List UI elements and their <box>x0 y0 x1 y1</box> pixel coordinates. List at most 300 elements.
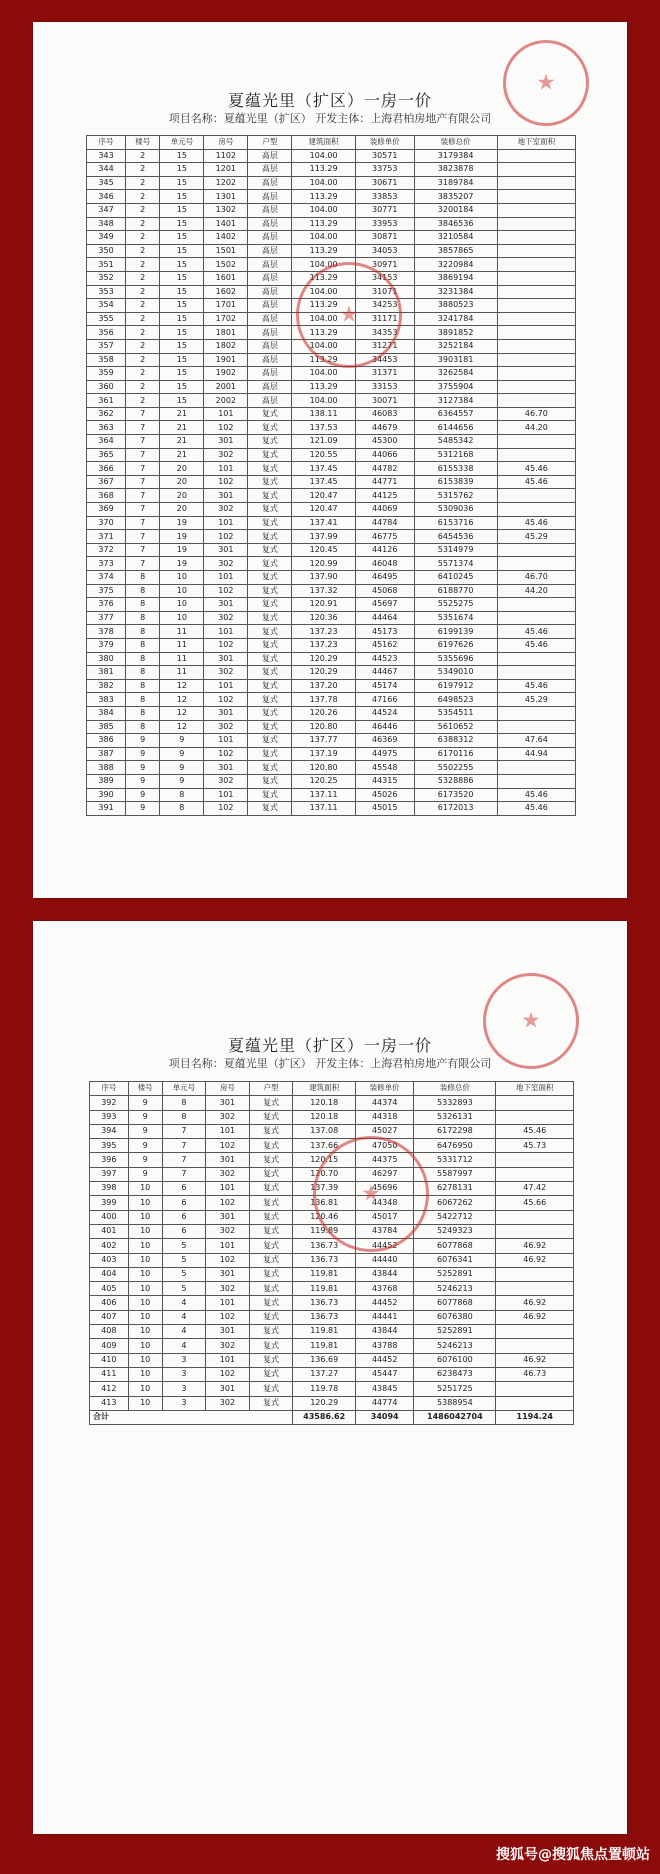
table-cell: 102 <box>204 421 248 435</box>
table-cell <box>497 652 575 666</box>
table-cell <box>497 448 575 462</box>
table-cell: 3 <box>162 1396 206 1410</box>
table-cell <box>496 1382 574 1396</box>
table-cell: 3 <box>162 1367 206 1381</box>
table-cell: 复式 <box>248 503 292 517</box>
table-cell: 2 <box>126 380 160 394</box>
table-cell: 45300 <box>355 435 414 449</box>
table-cell: 5 <box>162 1253 206 1267</box>
table-cell: 9 <box>160 734 204 748</box>
table-row <box>87 734 576 748</box>
table-cell: 44.20 <box>497 421 575 435</box>
table-row <box>87 503 576 517</box>
table-cell: 102 <box>204 747 248 761</box>
table-cell: 347 <box>87 203 126 217</box>
header-cell: 建筑面积 <box>292 136 356 150</box>
table-cell: 102 <box>204 584 248 598</box>
table-cell: 10 <box>128 1367 162 1381</box>
table-cell: 20 <box>160 489 204 503</box>
table-cell: 15 <box>160 285 204 299</box>
table-cell: 3857865 <box>414 244 497 258</box>
table-cell: 高层 <box>248 176 292 190</box>
table-cell: 5422712 <box>414 1210 496 1224</box>
table-cell: 301 <box>206 1153 250 1167</box>
table-cell: 9 <box>126 788 160 802</box>
table-cell: 5252891 <box>414 1325 496 1339</box>
table-cell: 377 <box>87 611 126 625</box>
table-cell: 45.46 <box>497 462 575 476</box>
table-cell: 137.66 <box>293 1139 356 1153</box>
table-cell: 10 <box>128 1282 162 1296</box>
table-cell: 34353 <box>355 326 414 340</box>
table-cell: 5331712 <box>414 1153 496 1167</box>
table-cell: 复式 <box>249 1353 293 1367</box>
table-cell: 复式 <box>249 1239 293 1253</box>
table-cell: 20 <box>160 462 204 476</box>
table-cell: 360 <box>87 380 126 394</box>
table-row <box>87 149 576 163</box>
table-cell: 1601 <box>204 271 248 285</box>
table-cell: 5251725 <box>414 1382 496 1396</box>
table-cell: 10 <box>128 1325 162 1339</box>
table-cell <box>496 1096 574 1110</box>
table-cell: 44679 <box>355 421 414 435</box>
watermark: 搜狐号@搜狐焦点置顿站 <box>496 1847 650 1863</box>
table-cell: 15 <box>160 380 204 394</box>
table-cell: 346 <box>87 190 126 204</box>
table-cell <box>497 503 575 517</box>
table-cell: 10 <box>160 571 204 585</box>
table-cell: 354 <box>87 299 126 313</box>
table-cell: 46.70 <box>497 407 575 421</box>
table-cell: 138.11 <box>292 407 356 421</box>
table-cell: 104.00 <box>292 176 356 190</box>
table-row <box>87 706 576 720</box>
table-cell: 5571374 <box>414 557 497 571</box>
table-cell: 7 <box>126 543 160 557</box>
table-cell: 8 <box>126 598 160 612</box>
table-cell: 375 <box>87 584 126 598</box>
table-cell: 6238473 <box>414 1367 496 1381</box>
table-cell: 7 <box>162 1124 206 1138</box>
table-row <box>90 1396 574 1410</box>
table-cell: 302 <box>204 557 248 571</box>
table-cell: 136.81 <box>293 1196 356 1210</box>
table-cell: 101 <box>204 407 248 421</box>
table-row <box>90 1224 574 1238</box>
table-cell: 302 <box>206 1396 250 1410</box>
table-cell: 复式 <box>248 706 292 720</box>
table-cell: 43788 <box>356 1339 414 1353</box>
page-subtitle: 项目名称：夏蕴光里（扩区） 开发主体：上海君柏房地产有限公司 <box>168 112 492 125</box>
price-table <box>86 135 576 816</box>
table-cell: 101 <box>204 788 248 802</box>
table-cell: 6364557 <box>414 407 497 421</box>
table-cell: 15 <box>160 203 204 217</box>
table-cell: 8 <box>126 652 160 666</box>
table-cell: 10 <box>128 1253 162 1267</box>
table-cell: 9 <box>126 734 160 748</box>
table-cell: 3835207 <box>414 190 497 204</box>
table-cell: 356 <box>87 326 126 340</box>
table-row <box>90 1267 574 1281</box>
table-header-row <box>90 1082 574 1096</box>
table-cell: 6172013 <box>414 802 497 816</box>
table-cell: 复式 <box>248 448 292 462</box>
table-cell: 6 <box>162 1182 206 1196</box>
table-cell: 复式 <box>248 734 292 748</box>
table-cell: 5388954 <box>414 1396 496 1410</box>
table-row <box>90 1110 574 1124</box>
table-cell: 137.08 <box>293 1124 356 1138</box>
table-cell: 46297 <box>356 1167 414 1181</box>
table-cell: 复式 <box>249 1096 293 1110</box>
table-cell <box>496 1210 574 1224</box>
table-cell: 5354511 <box>414 706 497 720</box>
table-cell: 1501 <box>204 244 248 258</box>
table-cell: 1202 <box>204 176 248 190</box>
table-cell: 15 <box>160 149 204 163</box>
table-cell: 3846536 <box>414 217 497 231</box>
table-cell: 387 <box>87 747 126 761</box>
table-cell: 44066 <box>355 448 414 462</box>
table-cell: 46.92 <box>496 1239 574 1253</box>
table-cell: 137.39 <box>293 1182 356 1196</box>
table-cell: 45548 <box>355 761 414 775</box>
table-cell: 137.90 <box>292 571 356 585</box>
table-cell: 8 <box>126 666 160 680</box>
table-cell <box>497 285 575 299</box>
table-cell: 高层 <box>248 163 292 177</box>
table-cell: 2 <box>126 149 160 163</box>
table-cell: 120.15 <box>293 1153 356 1167</box>
table-cell: 302 <box>204 666 248 680</box>
table-cell <box>497 598 575 612</box>
table-cell: 46369 <box>355 734 414 748</box>
table-cell: 12 <box>160 693 204 707</box>
table-cell: 2 <box>126 190 160 204</box>
header-cell: 房号 <box>204 136 248 150</box>
table-cell: 44467 <box>355 666 414 680</box>
table-cell: 10 <box>128 1353 162 1367</box>
table-cell: 101 <box>206 1124 250 1138</box>
header-cell: 装修单价 <box>355 136 414 150</box>
table-cell: 101 <box>204 462 248 476</box>
price-list-page-1 <box>33 22 627 898</box>
table-cell: 302 <box>204 448 248 462</box>
table-cell: 复式 <box>249 1196 293 1210</box>
table-cell: 8 <box>126 625 160 639</box>
table-cell: 102 <box>206 1253 250 1267</box>
table-cell: 19 <box>160 530 204 544</box>
table-cell: 104.00 <box>292 203 356 217</box>
table-cell: 343 <box>87 149 126 163</box>
table-cell: 34253 <box>355 299 414 313</box>
table-cell: 45068 <box>355 584 414 598</box>
table-cell: 102 <box>206 1196 250 1210</box>
table-row <box>87 326 576 340</box>
table-cell: 高层 <box>248 244 292 258</box>
table-cell: 119.81 <box>293 1267 356 1281</box>
table-cell: 386 <box>87 734 126 748</box>
table-cell: 15 <box>160 190 204 204</box>
table-cell: 10 <box>128 1396 162 1410</box>
table-row <box>87 557 576 571</box>
table-cell: 137.11 <box>292 788 356 802</box>
table-cell: 30671 <box>355 176 414 190</box>
table-row <box>87 217 576 231</box>
table-cell: 382 <box>87 679 126 693</box>
table-cell: 391 <box>87 802 126 816</box>
header-cell: 房号 <box>206 1082 250 1096</box>
table-cell: 6077868 <box>414 1296 496 1310</box>
table-cell: 2002 <box>204 394 248 408</box>
table-cell: 30071 <box>355 394 414 408</box>
table-cell: 复式 <box>248 625 292 639</box>
table-row <box>87 244 576 258</box>
table-cell: 44126 <box>355 543 414 557</box>
table-cell <box>497 176 575 190</box>
table-cell: 301 <box>204 543 248 557</box>
table-cell <box>497 706 575 720</box>
table-cell: 410 <box>90 1353 129 1367</box>
table-cell: 8 <box>126 693 160 707</box>
table-cell: 44975 <box>355 747 414 761</box>
table-cell: 10 <box>128 1210 162 1224</box>
table-cell: 11 <box>160 625 204 639</box>
table-cell: 复式 <box>248 584 292 598</box>
table-cell <box>497 203 575 217</box>
table-cell: 高层 <box>248 231 292 245</box>
table-cell: 5355696 <box>414 652 497 666</box>
table-cell <box>497 339 575 353</box>
table-cell: 20 <box>160 503 204 517</box>
table-cell: 1402 <box>204 231 248 245</box>
header-cell: 单元号 <box>160 136 204 150</box>
table-cell: 101 <box>204 679 248 693</box>
table-cell: 6172298 <box>414 1124 496 1138</box>
table-cell: 104.00 <box>292 312 356 326</box>
table-row <box>87 203 576 217</box>
table-cell: 396 <box>90 1153 129 1167</box>
table-cell: 21 <box>160 435 204 449</box>
table-cell: 高层 <box>248 149 292 163</box>
table-cell: 复式 <box>248 666 292 680</box>
table-cell: 302 <box>204 774 248 788</box>
table-cell: 44774 <box>356 1396 414 1410</box>
table-row <box>87 231 576 245</box>
table-cell: 3179384 <box>414 149 497 163</box>
table-row <box>87 475 576 489</box>
table-cell: 137.99 <box>292 530 356 544</box>
table-cell: 6278131 <box>414 1182 496 1196</box>
table-cell: 44452 <box>356 1353 414 1367</box>
table-cell: 7 <box>126 503 160 517</box>
table-cell: 45.46 <box>497 475 575 489</box>
table-cell: 5246213 <box>414 1282 496 1296</box>
table-row <box>90 1382 574 1396</box>
table-row <box>87 720 576 734</box>
table-cell: 136.69 <box>293 1353 356 1367</box>
table-cell: 高层 <box>248 285 292 299</box>
table-row <box>90 1139 574 1153</box>
header-cell: 楼号 <box>128 1082 162 1096</box>
table-cell: 5610652 <box>414 720 497 734</box>
table-cell: 12 <box>160 720 204 734</box>
table-cell: 复式 <box>248 475 292 489</box>
table-cell: 4 <box>162 1296 206 1310</box>
table-cell: 5252891 <box>414 1267 496 1281</box>
table-cell: 43768 <box>356 1282 414 1296</box>
table-cell: 344 <box>87 163 126 177</box>
table-cell <box>497 353 575 367</box>
table-cell: 400 <box>90 1210 129 1224</box>
table-cell: 6197626 <box>414 638 497 652</box>
table-cell: 21 <box>160 407 204 421</box>
table-cell: 46048 <box>355 557 414 571</box>
table-cell: 复式 <box>249 1253 293 1267</box>
table-cell: 34453 <box>355 353 414 367</box>
table-cell: 10 <box>128 1239 162 1253</box>
table-cell: 302 <box>206 1110 250 1124</box>
table-cell: 137.19 <box>292 747 356 761</box>
table-row <box>87 598 576 612</box>
table-cell: 7 <box>162 1167 206 1181</box>
table-cell: 6476950 <box>414 1139 496 1153</box>
table-cell: 复式 <box>249 1396 293 1410</box>
table-cell: 复式 <box>249 1167 293 1181</box>
header-cell: 装修总价 <box>414 1082 496 1096</box>
table-cell: 120.80 <box>292 720 356 734</box>
table-cell: 137.20 <box>292 679 356 693</box>
table-cell: 120.55 <box>292 448 356 462</box>
table-cell: 301 <box>204 706 248 720</box>
table-cell <box>497 163 575 177</box>
table-cell: 3823878 <box>414 163 497 177</box>
table-cell: 43845 <box>356 1382 414 1396</box>
table-cell: 10 <box>128 1267 162 1281</box>
table-cell: 8 <box>126 571 160 585</box>
table-cell: 5 <box>162 1239 206 1253</box>
table-cell: 6 <box>162 1224 206 1238</box>
table-cell: 33753 <box>355 163 414 177</box>
table-cell: 2 <box>126 326 160 340</box>
table-cell: 46775 <box>355 530 414 544</box>
table-cell <box>497 666 575 680</box>
table-cell: 5 <box>162 1282 206 1296</box>
table-cell: 113.29 <box>292 326 356 340</box>
table-cell: 9 <box>128 1167 162 1181</box>
table-cell: 1486042704 <box>414 1410 496 1424</box>
table-cell: 137.11 <box>292 802 356 816</box>
table-cell: 8 <box>162 1096 206 1110</box>
table-cell: 383 <box>87 693 126 707</box>
table-cell: 411 <box>90 1367 129 1381</box>
table-cell: 高层 <box>248 353 292 367</box>
table-cell: 302 <box>204 611 248 625</box>
table-cell <box>497 149 575 163</box>
table-cell: 10 <box>128 1224 162 1238</box>
table-cell: 9 <box>126 774 160 788</box>
table-cell: 6 <box>162 1196 206 1210</box>
table-cell: 3880523 <box>414 299 497 313</box>
table-row <box>87 788 576 802</box>
table-cell: 8 <box>126 720 160 734</box>
table-row <box>87 638 576 652</box>
table-cell: 5312168 <box>414 448 497 462</box>
table-cell: 120.99 <box>292 557 356 571</box>
table-cell: 101 <box>204 625 248 639</box>
table-cell: 102 <box>204 693 248 707</box>
table-cell: 9 <box>128 1124 162 1138</box>
table-cell: 119.81 <box>293 1339 356 1353</box>
table-cell: 301 <box>206 1382 250 1396</box>
table-cell: 4 <box>162 1325 206 1339</box>
table-cell: 44771 <box>355 475 414 489</box>
table-cell: 10 <box>128 1182 162 1196</box>
table-cell: 121.09 <box>292 435 356 449</box>
table-cell: 2 <box>126 312 160 326</box>
table-cell: 301 <box>206 1210 250 1224</box>
table-row <box>90 1310 574 1324</box>
table-cell: 5349010 <box>414 666 497 680</box>
table-cell: 1102 <box>204 149 248 163</box>
table-cell: 381 <box>87 666 126 680</box>
table-cell: 46.92 <box>496 1310 574 1324</box>
table-cell: 120.47 <box>292 489 356 503</box>
table-cell: 复式 <box>248 693 292 707</box>
table-cell: 5351674 <box>414 611 497 625</box>
table-cell: 10 <box>128 1196 162 1210</box>
table-cell: 44784 <box>355 516 414 530</box>
table-cell: 9 <box>126 761 160 775</box>
table-cell: 45.46 <box>497 802 575 816</box>
table-cell: 120.91 <box>292 598 356 612</box>
table-cell: 357 <box>87 339 126 353</box>
header-cell: 单元号 <box>162 1082 206 1096</box>
table-cell: 120.70 <box>293 1167 356 1181</box>
table-cell: 7 <box>162 1139 206 1153</box>
table-row <box>87 421 576 435</box>
table-cell: 10 <box>160 598 204 612</box>
table-cell: 44.20 <box>497 584 575 598</box>
table-row <box>87 802 576 816</box>
table-cell: 120.36 <box>292 611 356 625</box>
table-cell: 46446 <box>355 720 414 734</box>
table-cell: 405 <box>90 1282 129 1296</box>
table-cell: 19 <box>160 557 204 571</box>
table-cell: 43844 <box>356 1325 414 1339</box>
table-cell <box>496 1267 574 1281</box>
table-cell: 44318 <box>356 1110 414 1124</box>
header-cell: 户型 <box>248 136 292 150</box>
table-cell: 392 <box>90 1096 129 1110</box>
table-cell: 402 <box>90 1239 129 1253</box>
table-cell: 302 <box>204 720 248 734</box>
table-row <box>87 571 576 585</box>
table-cell: 30971 <box>355 258 414 272</box>
table-cell: 359 <box>87 367 126 381</box>
table-cell <box>497 258 575 272</box>
table-cell: 371 <box>87 530 126 544</box>
table-cell: 6197912 <box>414 679 497 693</box>
table-cell <box>496 1224 574 1238</box>
table-cell: 104.00 <box>292 149 356 163</box>
table-row <box>87 448 576 462</box>
table-cell <box>497 611 575 625</box>
table-cell: 复式 <box>249 1210 293 1224</box>
table-cell: 1702 <box>204 312 248 326</box>
